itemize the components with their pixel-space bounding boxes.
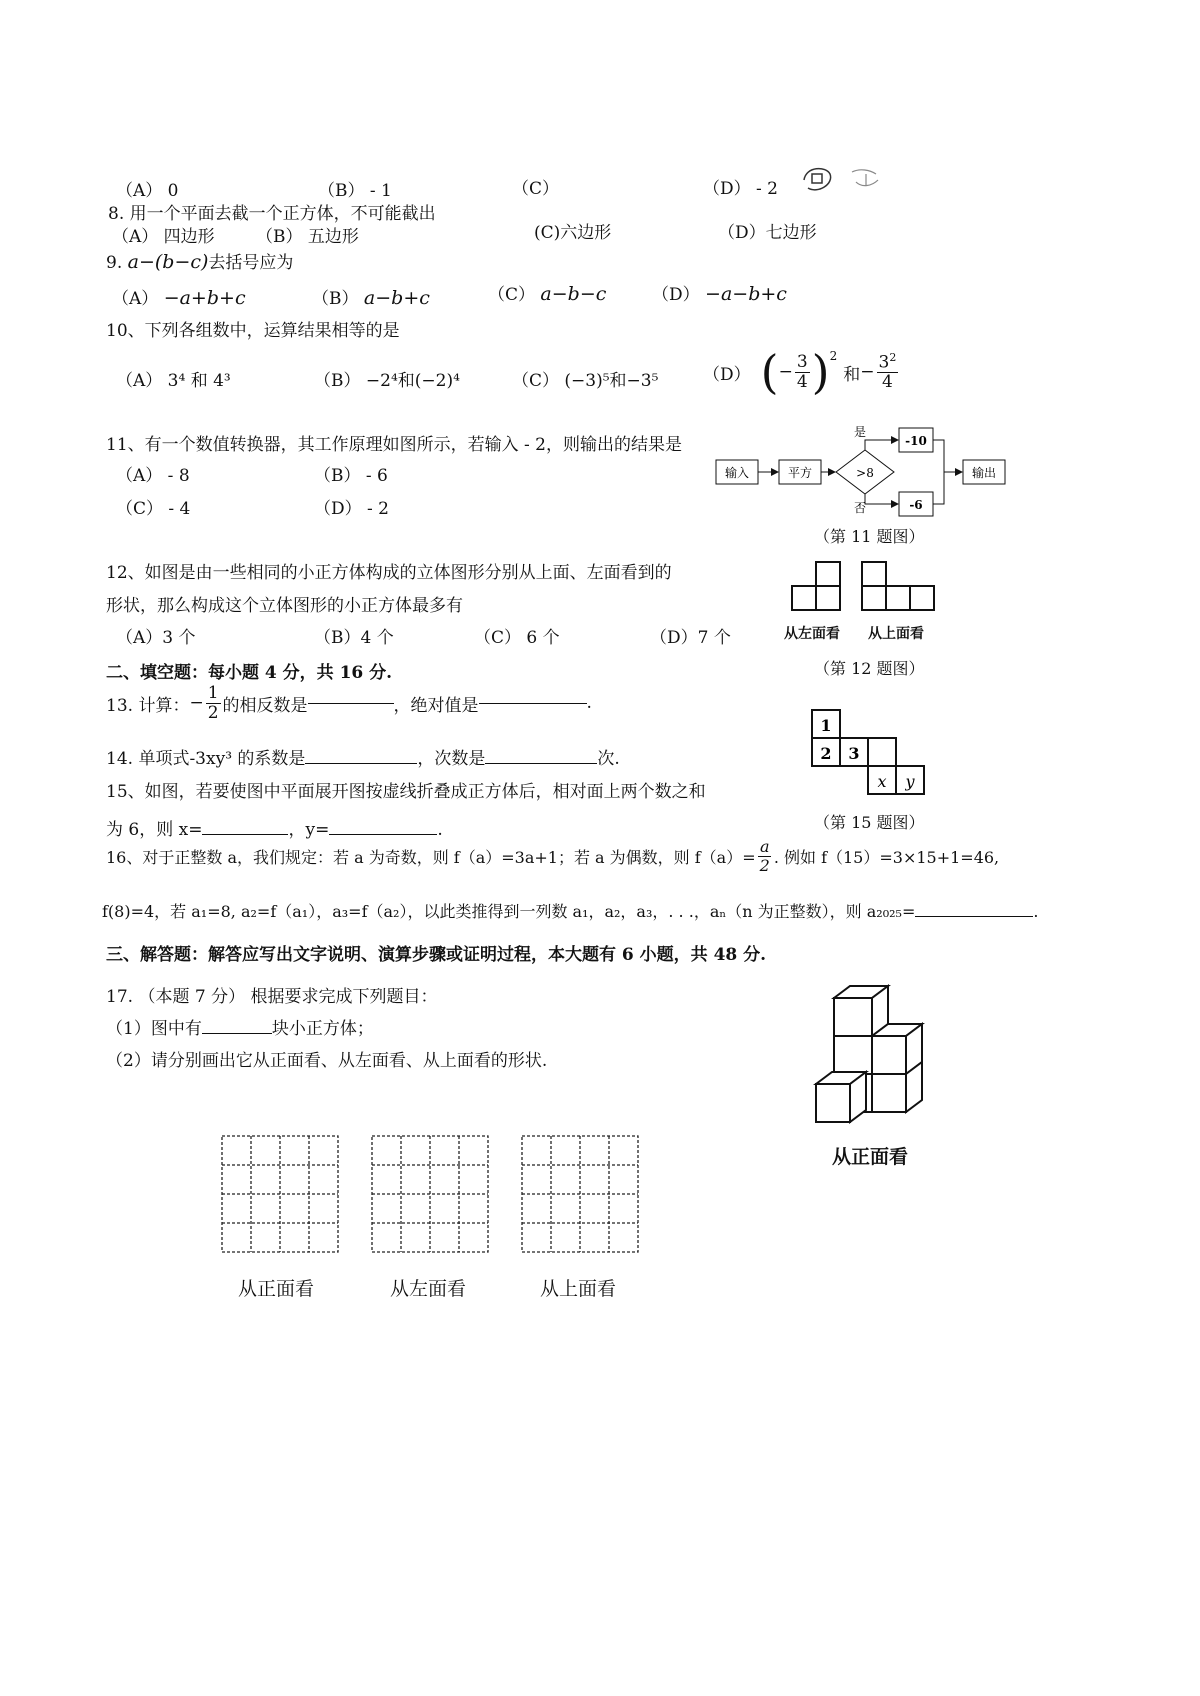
q15-x-label: 为 6，则 x= [106, 820, 203, 840]
q9-tail: 去括号应为 [208, 253, 294, 273]
q12-stem-line1: 12、如图是由一些相同的小正方体构成的立体图形分别从上面、左面看到的 [106, 563, 672, 583]
grid-front-view [222, 1136, 338, 1252]
q11-option-d: （D） - 2 [314, 499, 389, 519]
q14-coefficient-blank[interactable] [305, 763, 417, 764]
q15-x-blank[interactable] [202, 834, 288, 835]
q13-opposite-text: 的相反数是 [222, 695, 308, 716]
q12-option-a: （A）3 个 [116, 628, 196, 648]
q10-option-d: （D） ( − $\frac{3}{4}$ ) $^2$ 和 − $\frac{3^2}{4}$ [703, 345, 897, 399]
q9-option-b: （B） a−b+c [312, 287, 430, 309]
q11-option-c: （C） - 4 [116, 499, 191, 519]
q12-top-view [862, 562, 934, 610]
q15-y-label: ，y= [288, 820, 330, 840]
q12-option-b: （B）4 个 [314, 628, 394, 648]
q7-option-b: （B） - 1 [318, 181, 392, 201]
q17-stem: 17. （本题 7 分） 根据要求完成下列题目： [106, 987, 438, 1007]
q17-part1 [106, 1014, 374, 1039]
q11-caption: （第 11 题图） [814, 527, 925, 546]
handwritten-scribble [796, 160, 886, 200]
net-cell-1: 1 [820, 716, 832, 735]
q9-option-a: （A） −a+b+c [112, 287, 246, 309]
q10-and: 和 [843, 364, 861, 385]
q9-stem [106, 248, 293, 273]
q8-option-a: （A） 四边形 [112, 227, 215, 247]
q16-line1-text: 16、对于正整数 a，我们规定：若 a 为奇数，则 f（a）=3a+1；若 a 为偶数，则 f（a）= [106, 847, 756, 867]
q13-fraction-numerator: 1 [207, 683, 219, 703]
q9-option-d: （D） −a−b+c [652, 283, 787, 305]
q8-stem: 8. 用一个平面去截一个正方体，不可能截出 [108, 204, 436, 224]
q16-fraction-numerator: a [759, 837, 770, 856]
q13-prefix: 13. 计算： [106, 695, 190, 716]
q7-option-d: （D） - 2 [703, 179, 778, 199]
q13-opposite-blank[interactable] [308, 703, 394, 704]
grid-top-view [522, 1136, 638, 1252]
q13-abs-blank[interactable] [479, 703, 587, 704]
q12-caption: （第 12 题图） [814, 659, 925, 678]
q17-part1-text: （1）图中有 [106, 1019, 202, 1039]
net-cell-2: 2 [820, 744, 832, 763]
net-cell-y: y [905, 772, 915, 791]
section-3-heading: 三、解答题：解答应写出文字说明、演算步骤或证明过程，本大题有 6 小题，共 48 分. [106, 945, 767, 965]
q16-answer-blank[interactable] [915, 916, 1033, 917]
q15-end: . [437, 820, 443, 840]
q12-option-d: （D）7 个 [650, 628, 731, 648]
q10-option-a: （A） 3⁴ 和 4³ [116, 371, 231, 391]
q9-expression: a−(b−c) [127, 251, 209, 273]
q13-fraction-denominator: 2 [207, 702, 219, 723]
flow-output-label: 输出 [971, 466, 997, 480]
q12-left-view-label: 从左面看 [784, 626, 840, 642]
section-2-heading: 二、填空题：每小题 4 分，共 16 分. [106, 663, 393, 683]
flow-condition-label: >8 [856, 466, 874, 480]
flow-no-label: 否 [854, 501, 867, 515]
q9-option-c: （C） a−b−c [488, 283, 607, 305]
q12-stem-line2: 形状，那么构成这个立体图形的小正方体最多有 [106, 596, 463, 616]
q12-option-c: （C） 6 个 [474, 628, 560, 648]
q10-option-c: （C） (−3)⁵和−3⁵ [512, 371, 659, 391]
q13-end: . [586, 693, 592, 714]
q16-line1 [106, 838, 999, 874]
q7-option-c: （C） [512, 179, 560, 199]
q11-option-a: （A） - 8 [116, 466, 190, 486]
q14-end: 次. [597, 749, 620, 769]
q15-caption: （第 15 题图） [814, 813, 925, 832]
q13-stem: 13. 计算： − $\frac{1}{2}$ 的相反数是 ，绝对值是 . [106, 683, 592, 723]
grid-label-top: 从上面看 [540, 1278, 617, 1300]
flow-input-label: 输入 [724, 466, 750, 480]
q14-mid: ，次数是 [417, 749, 486, 769]
q8-option-d: （D）七边形 [718, 223, 817, 243]
grid-left-view [372, 1136, 488, 1252]
q17-part2: （2）请分别画出它从正面看、从左面看、从上面看的形状. [106, 1051, 548, 1071]
q16-end: . [1033, 902, 1039, 921]
q15-line2 [106, 815, 443, 840]
q8-option-b: （B） 五边形 [256, 227, 359, 247]
q16-line1-example: . 例如 f（15）=3×15+1=46, [773, 847, 1000, 867]
q11-flowchart [712, 420, 1012, 520]
q14-text: 14. 单项式-3xy³ 的系数是 [106, 749, 306, 769]
q12-left-view [792, 562, 840, 610]
q17-figure-label: 从正面看 [832, 1146, 909, 1168]
q11-stem: 11、有一个数值转换器，其工作原理如图所示，若输入 - 2，则输出的结果是 [106, 435, 682, 455]
q12-top-view-label: 从上面看 [868, 626, 924, 642]
net-cell-x: x [877, 772, 887, 791]
q17-part1-tail: 块小正方体； [271, 1019, 374, 1039]
q7-option-a: （A） 0 [116, 181, 179, 201]
q16-line2 [102, 899, 1038, 922]
q14-stem [106, 744, 620, 769]
flow-no-value: -6 [909, 498, 923, 512]
q11-option-b: （B） - 6 [314, 466, 388, 486]
q10-option-b: （B） −2⁴和(−2)⁴ [314, 371, 460, 391]
q10-option-d-label: （D） [703, 364, 751, 385]
grid-label-left: 从左面看 [390, 1278, 467, 1300]
q15-cube-net [808, 708, 932, 800]
grid-label-front: 从正面看 [238, 1278, 315, 1300]
q17-cube-stack-figure [806, 982, 946, 1132]
q15-y-blank[interactable] [329, 834, 437, 835]
q17-answer-grids [218, 1132, 648, 1256]
flow-yes-value: -10 [905, 434, 927, 448]
q10-stem: 10、下列各组数中，运算结果相等的是 [106, 321, 400, 341]
q16-fraction-denominator: 2 [759, 855, 770, 875]
q16-line2-text: f(8)=4，若 a₁=8, a₂=f（a₁），a₃=f（a₂），以此类推得到一列数 a₁，a₂，a₃，. . .，aₙ（n 为正整数），则 a₂₀₂₅= [102, 902, 916, 921]
q14-degree-blank[interactable] [485, 763, 597, 764]
net-cell-3: 3 [848, 744, 860, 763]
q13-abs-text: ，绝对值是 [393, 695, 479, 716]
flow-square-label: 平方 [787, 466, 813, 480]
flow-yes-label: 是 [854, 425, 867, 439]
q9-number: 9. [106, 253, 123, 273]
q12-views-figure [790, 560, 950, 612]
q8-option-c: (C)六边形 [534, 223, 612, 243]
q15-stem: 15、如图，若要使图中平面展开图按虚线折叠成正方体后，相对面上两个数之和 [106, 782, 706, 802]
q17-count-blank[interactable] [202, 1033, 272, 1034]
